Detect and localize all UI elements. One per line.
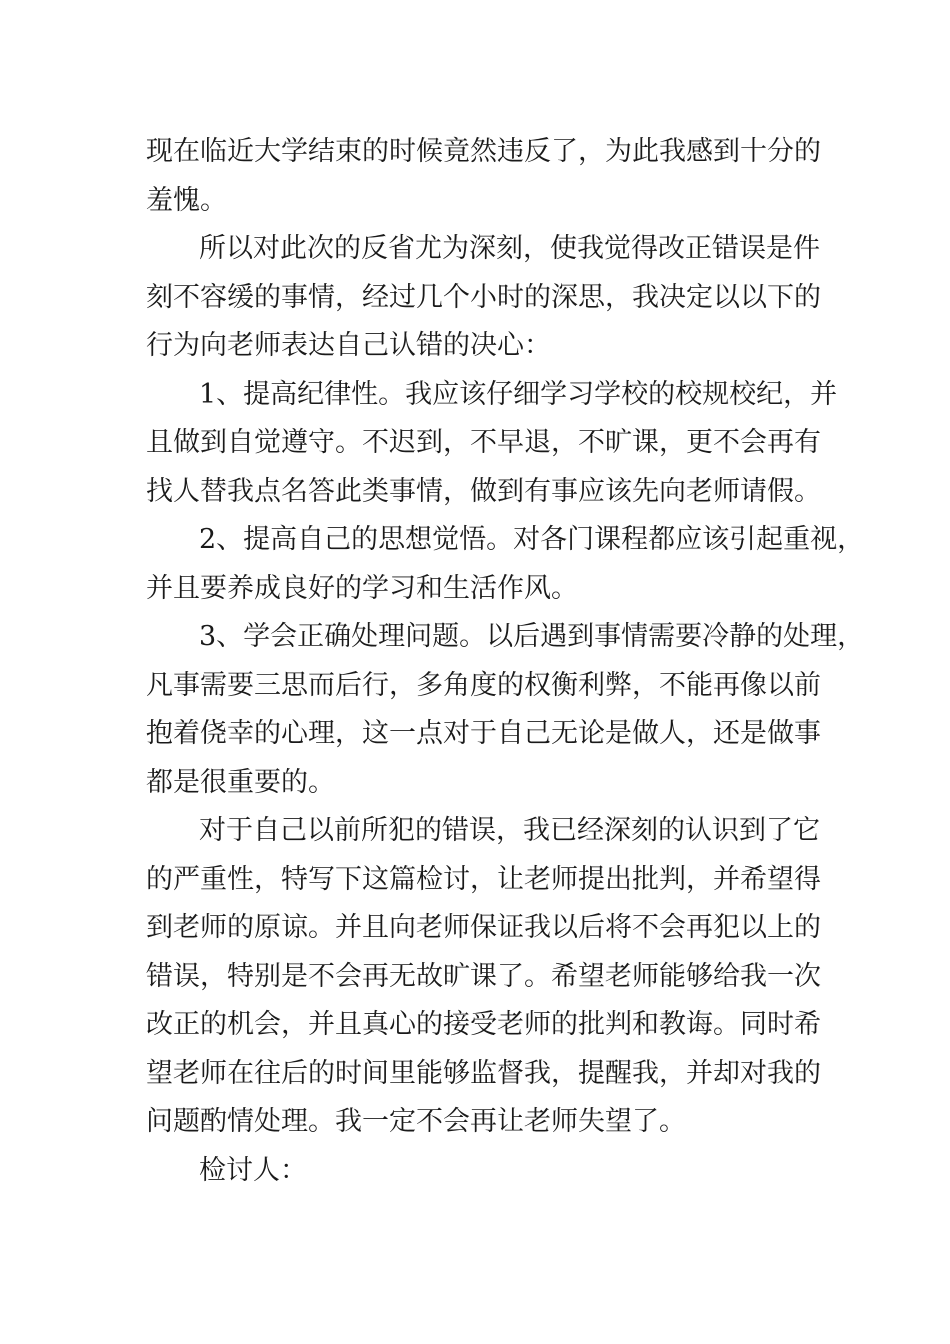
signature-label: 检讨人： [199,1154,307,1186]
text-line: 找人替我点名答此类事情，做到有事应该先向老师请假。 [146,475,821,507]
text-line: 并且要养成良好的学习和生活作风。 [146,572,578,604]
text-line: 改正的机会，并且真心的接受老师的批判和教诲。同时希 [146,1009,821,1040]
text-line: 羞愧。 [146,184,227,216]
text-line: 行为向老师表达自己认错的决心： [146,330,551,361]
text-line: 刻不容缓的事情，经过几个小时的深思，我决定以以下的 [146,281,821,313]
list-item-3-start-line: 3、学会正确处理问题。以后遇到事情需要冷静的处理， [199,621,865,652]
text-line: 问题酌情处理。我一定不会再让老师失望了。 [146,1106,686,1137]
document-body [146,128,865,1195]
text-line: 错误，特别是不会再无故旷课了。希望老师能够给我一次 [146,960,821,992]
list-item-2-start-line: 2、提高自己的思想觉悟。对各门课程都应该引起重视， [199,524,865,555]
paragraph-start-line: 对于自己以前所犯的错误，我已经深刻的认识到了它 [199,815,820,846]
text-line: 现在临近大学结束的时候竟然违反了，为此我感到十分的 [146,136,821,167]
paragraph-start-line: 所以对此次的反省尤为深刻，使我觉得改正错误是件 [199,233,820,264]
text-line: 抱着侥幸的心理，这一点对于自己无论是做人，还是做事 [146,718,821,749]
list-item-1-start-line: 1、提高纪律性。我应该仔细学习学校的校规校纪，并 [199,378,838,410]
text-line: 望老师在往后的时间里能够监督我，提醒我，并却对我的 [146,1057,821,1089]
text-line: 都是很重要的。 [146,766,335,798]
text-line: 到老师的原谅。并且向老师保证我以后将不会再犯以上的 [146,912,821,943]
text-line: 凡事需要三思而后行，多角度的权衡利弊，不能再像以前 [146,669,821,701]
text-line: 的严重性，特写下这篇检讨，让老师提出批判，并希望得 [146,863,821,895]
text-line: 且做到自觉遵守。不迟到，不早退，不旷课，更不会再有 [146,427,821,458]
